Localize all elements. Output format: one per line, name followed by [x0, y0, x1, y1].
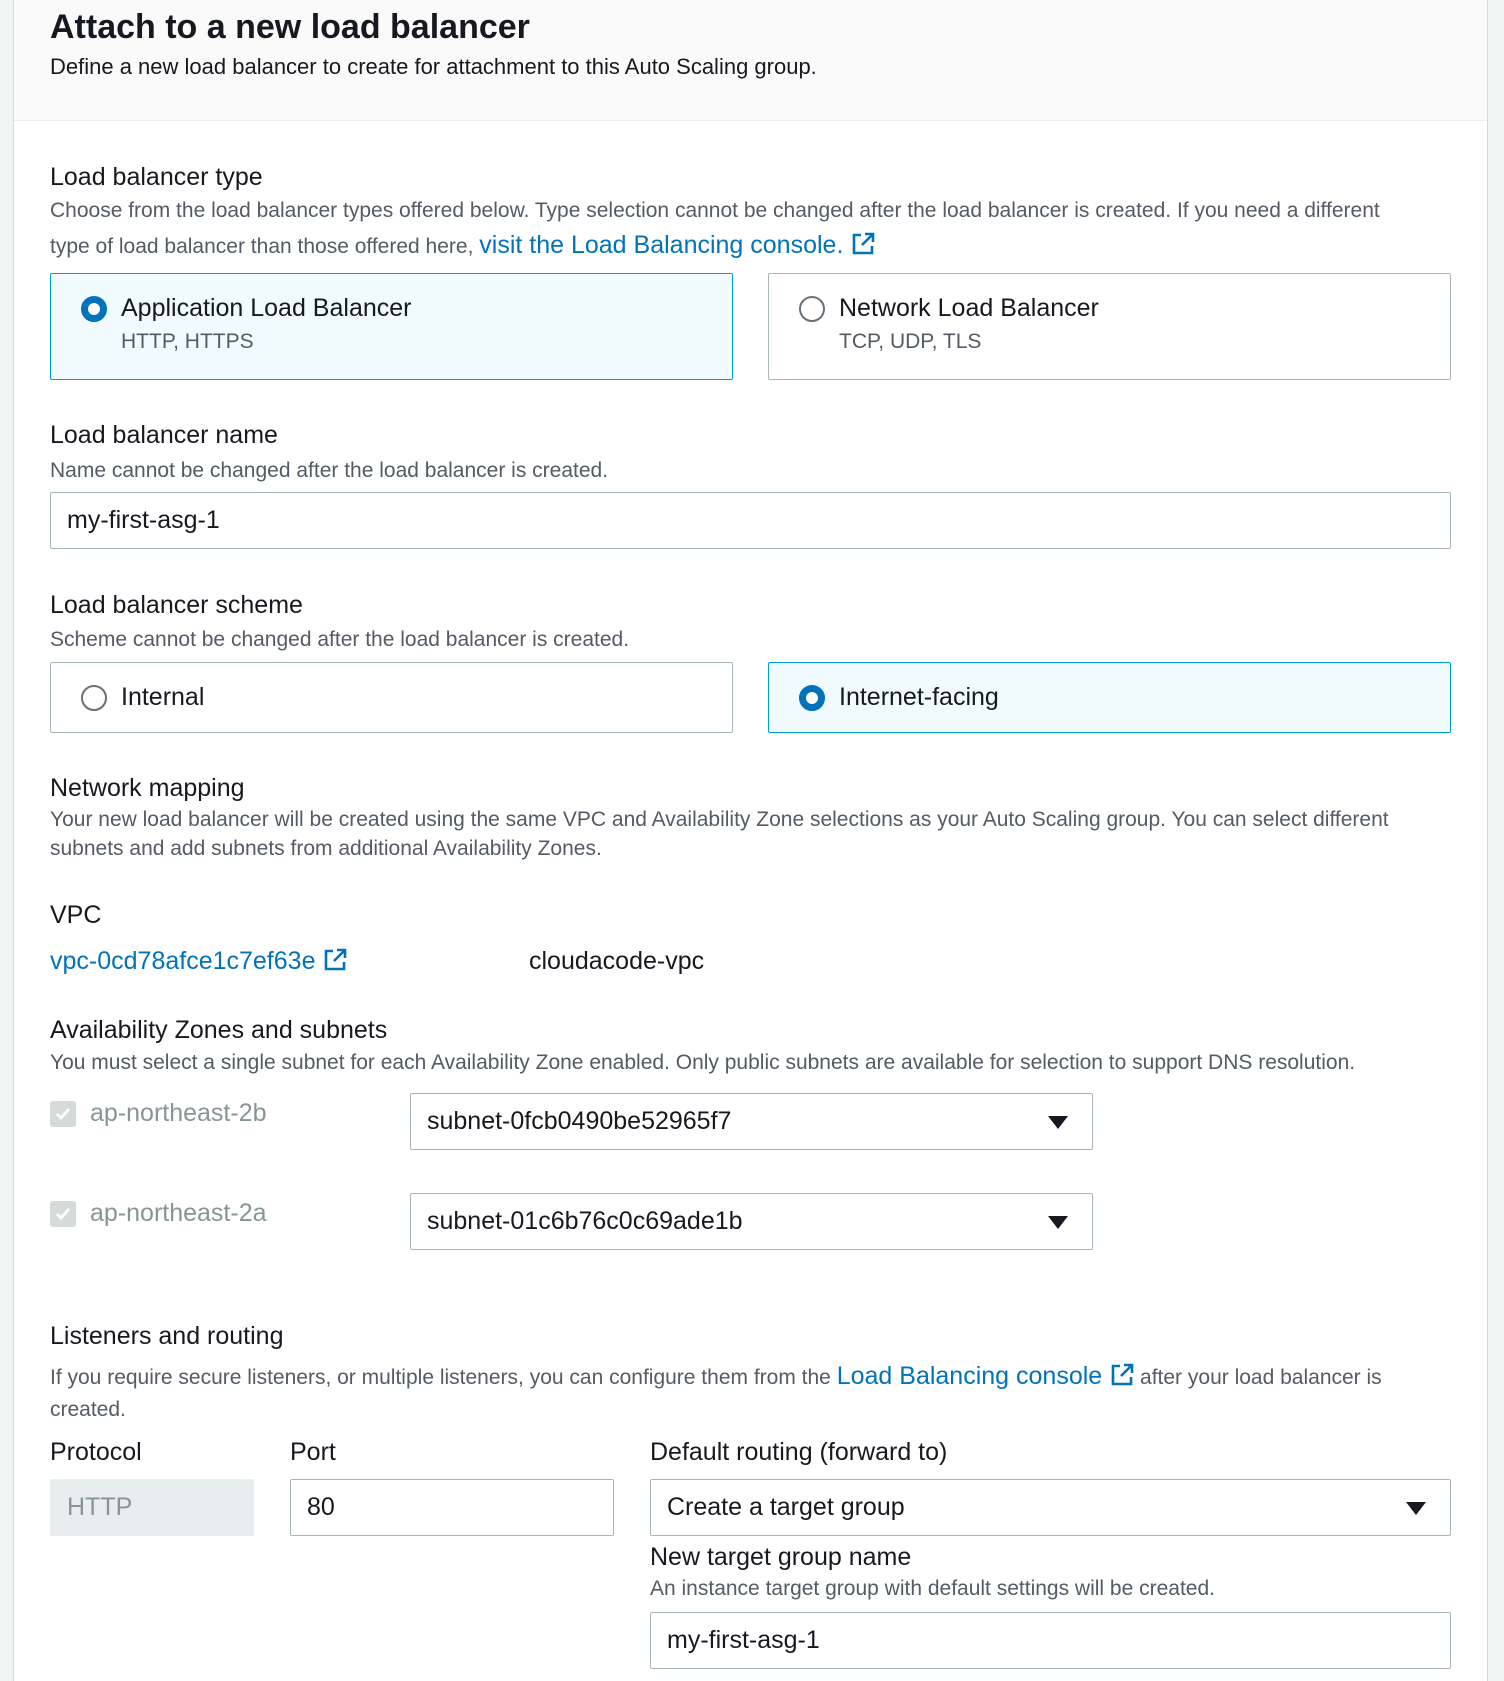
lb-scheme-label: Load balancer scheme	[50, 591, 303, 619]
network-mapping-description: Your new load balancer will be created using the same VPC and Availability Zone selections as your Auto Scaling group. You can select different	[50, 808, 1389, 831]
scrollbar-track[interactable]	[1491, 0, 1504, 1681]
panel-header	[14, 0, 1487, 121]
scheme-option-internal[interactable]	[50, 662, 733, 733]
option-subtitle: HTTP, HTTPS	[121, 330, 254, 353]
subnet-select-2a[interactable]: subnet-01c6b76c0c69ade1b	[410, 1193, 1093, 1250]
network-mapping-description-2: subnets and add subnets from additional Availability Zones.	[50, 837, 602, 860]
lb-console-link[interactable]: visit the Load Balancing console.	[479, 231, 875, 259]
caret-down-icon	[1048, 1116, 1068, 1129]
routing-label: Default routing (forward to)	[650, 1438, 948, 1466]
caret-down-icon	[1406, 1502, 1426, 1515]
target-group-input[interactable]: my-first-asg-1	[650, 1612, 1451, 1669]
az-name-2a: ap-northeast-2a	[90, 1199, 267, 1227]
option-title: Application Load Balancer	[121, 294, 412, 322]
lb-scheme-description: Scheme cannot be changed after the load balancer is created.	[50, 628, 630, 651]
target-group-label: New target group name	[650, 1543, 912, 1571]
page-title: Attach to a new load balancer	[50, 8, 530, 46]
lb-name-input[interactable]: my-first-asg-1	[50, 492, 1451, 549]
az-description: You must select a single subnet for each Availability Zone enabled. Only public subnets are available for selection to support DNS resolution.	[50, 1051, 1356, 1074]
protocol-input: HTTP	[50, 1479, 254, 1536]
az-checkbox-2b[interactable]	[50, 1101, 76, 1127]
option-title: Internal	[121, 683, 205, 711]
radio-application[interactable]	[81, 296, 107, 322]
radio-internet-facing[interactable]	[799, 685, 825, 711]
load-balancer-panel	[13, 0, 1488, 1681]
lb-name-label: Load balancer name	[50, 421, 278, 449]
caret-down-icon	[1048, 1216, 1068, 1229]
radio-network[interactable]	[799, 296, 825, 322]
vpc-name: cloudacode-vpc	[529, 947, 705, 975]
scheme-option-internet-facing[interactable]	[768, 662, 1451, 733]
protocol-label: Protocol	[50, 1438, 142, 1466]
lb-type-description-2: type of load balancer than those offered here, visit the Load Balancing console.	[50, 227, 875, 265]
radio-internal[interactable]	[81, 685, 107, 711]
port-label: Port	[290, 1438, 336, 1466]
lb-type-description: Choose from the load balancer types offered below. Type selection cannot be changed after the load balancer is created. If you need a different	[50, 199, 1380, 222]
external-link-icon	[1110, 1363, 1134, 1387]
external-link-icon	[323, 948, 347, 972]
listeners-console-link[interactable]: Load Balancing console	[837, 1362, 1134, 1390]
option-title: Internet-facing	[839, 683, 999, 711]
vpc-label: VPC	[50, 901, 102, 929]
listeners-description: If you require secure listeners, or multiple listeners, you can configure them from the Load Balancing console after your load balancer is	[50, 1362, 1382, 1390]
listeners-description-2: created.	[50, 1398, 126, 1421]
external-link-icon	[851, 232, 875, 256]
lb-type-label: Load balancer type	[50, 163, 263, 191]
vpc-id-link[interactable]: vpc-0cd78afce1c7ef63e	[50, 947, 347, 976]
check-icon	[54, 1205, 72, 1223]
az-checkbox-2a[interactable]	[50, 1201, 76, 1227]
option-title: Network Load Balancer	[839, 294, 1099, 322]
lb-name-description: Name cannot be changed after the load balancer is created.	[50, 459, 609, 482]
check-icon	[54, 1105, 72, 1123]
page-description: Define a new load balancer to create for attachment to this Auto Scaling group.	[50, 54, 817, 79]
az-name-2b: ap-northeast-2b	[90, 1099, 267, 1127]
option-subtitle: TCP, UDP, TLS	[839, 330, 982, 353]
network-mapping-label: Network mapping	[50, 774, 245, 802]
az-label: Availability Zones and subnets	[50, 1016, 388, 1044]
subnet-select-2b[interactable]: subnet-0fcb0490be52965f7	[410, 1093, 1093, 1150]
listeners-label: Listeners and routing	[50, 1322, 284, 1350]
lb-type-option-application[interactable]	[50, 273, 733, 380]
routing-select[interactable]: Create a target group	[650, 1479, 1451, 1536]
port-input[interactable]: 80	[290, 1479, 614, 1536]
target-group-description: An instance target group with default settings will be created.	[650, 1577, 1215, 1600]
lb-type-option-network[interactable]	[768, 273, 1451, 380]
